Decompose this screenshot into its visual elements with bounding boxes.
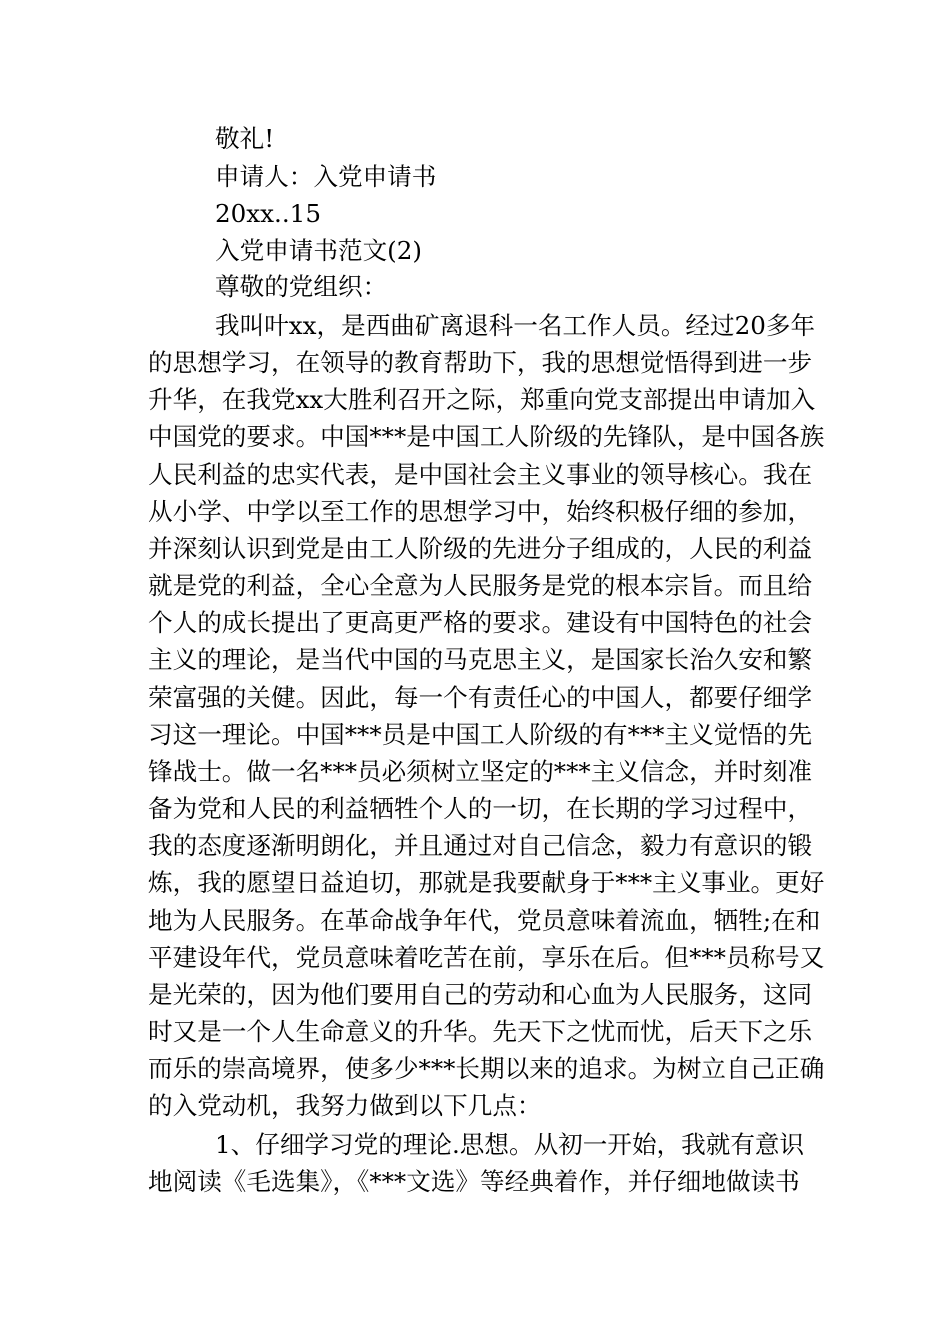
applicant-line: 申请人：入党申请书 (215, 162, 437, 191)
body-line: 是光荣的，因为他们要用自己的劳动和心血为人民服务，这同 (148, 980, 813, 1009)
body-line: 地为人民服务。在革命战争年代，党员意味着流血，牺牲;在和 (148, 906, 821, 935)
body-line: 的入党动机，我努力做到以下几点： (148, 1091, 542, 1120)
body-line: 锋战士。做一名***员必须树立坚定的***主义信念，并时刻准 (148, 757, 813, 786)
body-line: 时又是一个人生命意义的升华。先天下之忧而忧，后天下之乐 (148, 1017, 813, 1046)
body-line: 个人的成长提出了更高更严格的要求。建设有中国特色的社会 (148, 608, 813, 637)
section-title: 入党申请书范文(2) (215, 236, 422, 265)
body-line: 荣富强的关健。因此，每一个有责任心的中国人，都要仔细学 (148, 683, 813, 712)
body-line: 中国党的要求。中国***是中国工人阶级的先锋队，是中国各族 (148, 422, 825, 451)
body-line: 并深刻认识到党是由工人阶级的先进分子组成的，人民的利益 (148, 534, 813, 563)
body-line: 我叫叶xx，是西曲矿离退科一名工作人员。经过20多年 (215, 311, 816, 340)
body-line: 人民利益的忠实代表，是中国社会主义事业的领导核心。我在 (148, 460, 813, 489)
body-line: 平建设年代，党员意味着吃苦在前，享乐在后。但***员称号又 (148, 943, 825, 972)
point-line: 1、仔细学习党的理论.思想。从初一开始，我就有意识 (215, 1130, 805, 1159)
body-line: 升华，在我党xx大胜利召开之际，郑重向党支部提出申请加入 (148, 385, 816, 414)
body-line: 习这一理论。中国***员是中国工人阶级的有***主义觉悟的先 (148, 720, 813, 749)
body-line: 从小学、中学以至工作的思想学习中，始终积极仔细的参加， (148, 497, 813, 526)
date-line: 20xx..15 (215, 199, 321, 228)
closing-line: 敬礼! (215, 124, 275, 153)
body-line: 的思想学习，在领导的教育帮助下，我的思想觉悟得到进一步 (148, 348, 813, 377)
body-line: 而乐的崇高境界，使多少***长期以来的追求。为树立自己正确 (148, 1054, 825, 1083)
salutation-line: 尊敬的党组织： (215, 272, 388, 301)
point-line: 地阅读《毛选集》，《***文选》等经典着作，并仔细地做读书 (148, 1167, 800, 1196)
body-line: 主义的理论，是当代中国的马克思主义，是国家长治久安和繁 (148, 645, 813, 674)
body-line: 备为党和人民的利益牺牲个人的一切，在长期的学习过程中， (148, 794, 813, 823)
body-line: 我的态度逐渐明朗化，并且通过对自己信念，毅力有意识的锻 (148, 831, 813, 860)
body-line: 炼，我的愿望日益迫切，那就是我要献身于***主义事业。更好 (148, 868, 825, 897)
body-line: 就是党的利益，全心全意为人民服务是党的根本宗旨。而且给 (148, 571, 813, 600)
